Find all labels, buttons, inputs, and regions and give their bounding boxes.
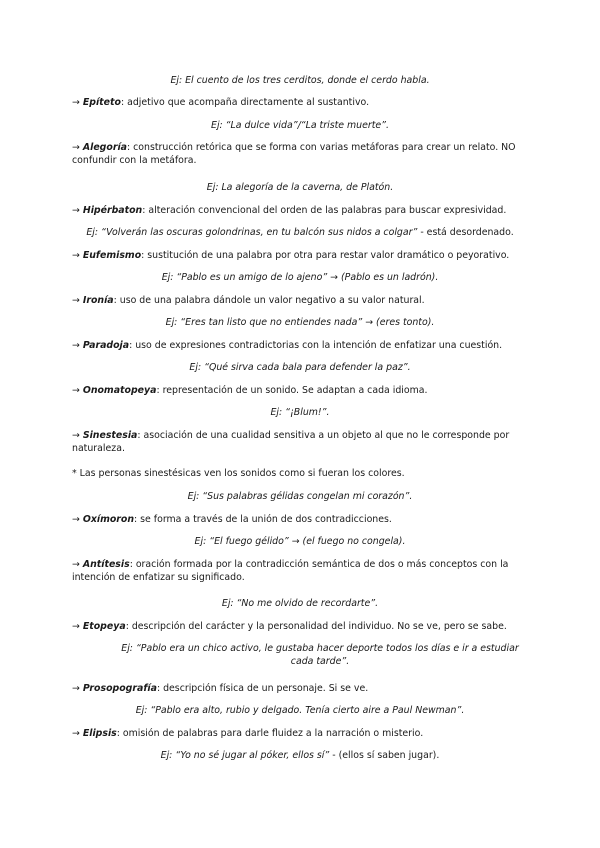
example-line: Ej: “La dulce vida”/“La triste muerte”.: [211, 120, 389, 131]
example-line: Ej: La alegoría de la caverna, de Platón.: [206, 182, 394, 193]
example-line: Ej: “Eres tan listo que no entiendes nada” → (eres tonto).: [165, 317, 435, 328]
example-line: Ej: “Volverán las oscuras golondrinas, en tu balcón sus nidos a colgar” - está desordenado.: [86, 227, 514, 238]
example-line: Ej: “Qué sirva cada bala para defender la paz”.: [189, 362, 411, 373]
definition-prosopografia: → Prosopografía: descripción física de un personaje. Si se ve.: [72, 683, 369, 694]
note-line: * Las personas sinestésicas ven los sonidos como si fueran los colores.: [72, 468, 405, 479]
definition-ironia: → Ironía: uso de una palabra dándole un valor negativo a su valor natural.: [72, 295, 425, 306]
example-line: Ej: “Sus palabras gélidas congelan mi corazón”.: [187, 491, 413, 502]
example-line: Ej: El cuento de los tres cerditos, donde el cerdo habla.: [170, 75, 430, 86]
example-line: Ej: “Pablo era un chico activo, le gustaba hacer deporte todos los días e ir a estudiar cada tarde”.: [121, 643, 519, 667]
example-line: Ej: “Pablo era alto, rubio y delgado. Tenía cierto aire a Paul Newman”.: [135, 705, 465, 716]
definition-sinestesia: → Sinestesia: asociación de una cualidad sensitiva a un objeto al que no le corresponde por naturaleza.: [72, 430, 510, 454]
definition-eufemismo: → Eufemismo: sustitución de una palabra por otra para restar valor dramático o peyorativo.: [72, 250, 510, 261]
example-line: Ej: “Pablo es un amigo de lo ajeno” → (Pablo es un ladrón).: [161, 272, 439, 283]
example-line: Ej: “Yo no sé jugar al póker, ellos sí” - (ellos sí saben jugar).: [160, 750, 440, 761]
definition-hiperbaton: → Hipérbaton: alteración convencional del orden de las palabras para buscar expresividad.: [72, 205, 507, 216]
definition-paradoja: → Paradoja: uso de expresiones contradictorias con la intención de enfatizar una cuestión.: [72, 340, 503, 351]
definition-oximoron: → Oxímoron: se forma a través de la unión de dos contradicciones.: [72, 514, 392, 525]
definition-onomatopeya: → Onomatopeya: representación de un sonido. Se adaptan a cada idioma.: [72, 385, 428, 396]
example-line: Ej: “No me olvido de recordarte”.: [221, 598, 379, 609]
definition-alegoria: → Alegoría: construcción retórica que se forma con varias metáforas para crear un relato. NO confundir con la metáfora.: [72, 142, 516, 166]
definition-etopeya: → Etopeya: descripción del carácter y la personalidad del individuo. No se ve, pero se sabe.: [72, 621, 507, 632]
definition-antitesis: → Antítesis: oración formada por la contradicción semántica de dos o más conceptos con la intención de enfatizar su significado.: [72, 559, 509, 583]
definition-elipsis: → Elipsis: omisión de palabras para darle fluidez a la narración o misterio.: [72, 728, 424, 739]
example-line: Ej: “¡Blum!”.: [270, 407, 330, 418]
definition-epiteto: → Epíteto: adjetivo que acompaña directamente al sustantivo.: [72, 97, 370, 108]
example-line: Ej: “El fuego gélido” → (el fuego no congela).: [194, 536, 406, 547]
